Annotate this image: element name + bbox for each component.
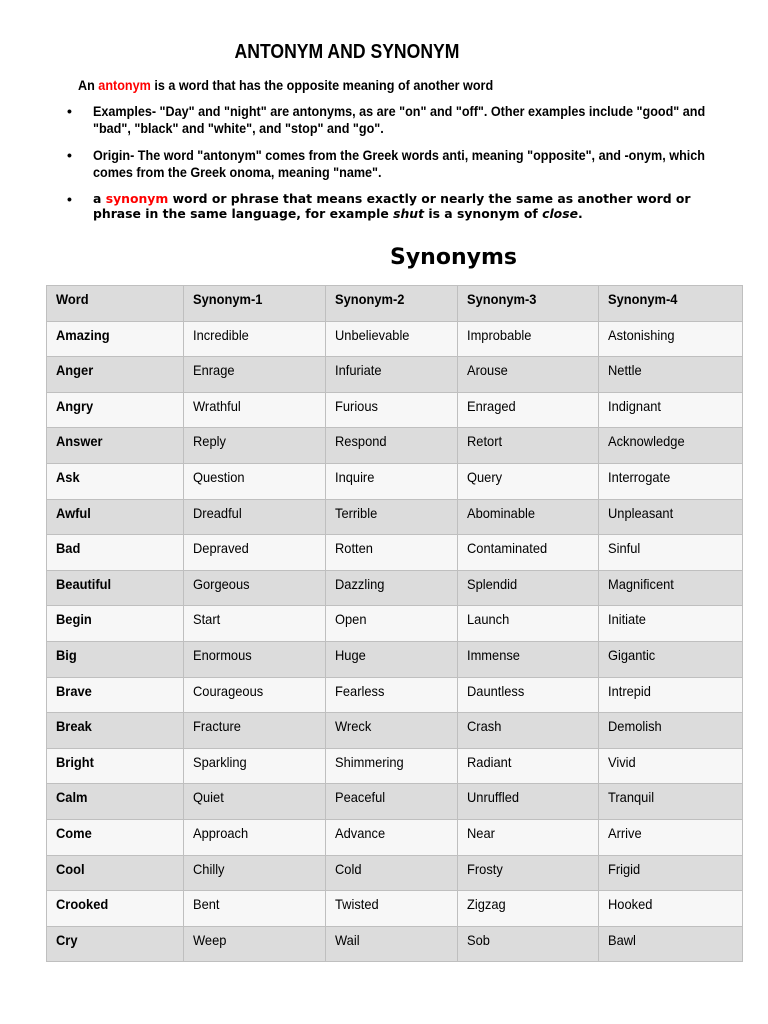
table-row <box>47 641 743 677</box>
bullet-synonym-definition <box>67 191 727 221</box>
cell-text: Arrive <box>608 824 642 841</box>
synonym-cell <box>184 713 326 749</box>
cell-text: Chilly <box>193 860 225 877</box>
cell-text: Magnificent <box>608 575 674 592</box>
cell-text: Calm <box>56 789 88 806</box>
cell-text: Unbelievable <box>335 326 410 343</box>
cell-text: Advance <box>335 824 386 841</box>
cell-text: Abominable <box>467 504 536 521</box>
column-header <box>599 286 743 322</box>
cell-text: Astonishing <box>608 326 675 343</box>
cell-text: Hooked <box>608 896 653 913</box>
cell-text: Vivid <box>608 753 636 770</box>
synonyms-table <box>46 285 743 962</box>
word-cell <box>47 321 184 357</box>
cell-text: Wreck <box>335 718 372 735</box>
cell-text: Weep <box>193 931 227 948</box>
table-row <box>47 677 743 713</box>
bullet-text: Examples- "Day" and "night" are antonyms, as are "on" and "off". Other examples include "good" and "bad", "black" and "white", and "stop" and "go". <box>93 103 706 136</box>
cell-text: Near <box>467 824 495 841</box>
word-cell <box>47 677 184 713</box>
cell-text: Depraved <box>193 540 249 557</box>
synonym-cell <box>326 535 458 571</box>
synonym-cell <box>599 641 743 677</box>
cell-text: Improbable <box>467 326 532 343</box>
cell-text: Begin <box>56 611 92 628</box>
synonym-end: . <box>577 206 583 221</box>
bullet-dot-icon: • <box>67 103 72 119</box>
synonym-cell <box>326 499 458 535</box>
cell-text: Enraged <box>467 397 516 414</box>
synonym-cell <box>599 357 743 393</box>
table-row <box>47 463 743 499</box>
synonym-cell <box>184 321 326 357</box>
synonym-cell <box>326 321 458 357</box>
synonym-cell <box>599 570 743 606</box>
word-cell <box>47 428 184 464</box>
cell-text: Shimmering <box>335 753 404 770</box>
synonym-cell <box>326 926 458 962</box>
synonym-cell <box>326 855 458 891</box>
cell-text: Nettle <box>608 362 642 379</box>
table-row <box>47 784 743 820</box>
cell-text: Incredible <box>193 326 249 343</box>
cell-text: Respond <box>335 433 387 450</box>
bullet-dot-icon: • <box>67 191 72 207</box>
cell-text: Acknowledge <box>608 433 685 450</box>
cell-text: Crash <box>467 718 502 735</box>
synonym-middle2: is a synonym of <box>424 206 543 221</box>
cell-text: Contaminated <box>467 540 548 557</box>
synonym-cell <box>184 606 326 642</box>
synonym-cell <box>458 677 599 713</box>
cell-text: Fearless <box>335 682 385 699</box>
synonym-cell <box>184 357 326 393</box>
word-cell <box>47 463 184 499</box>
cell-text: Dauntless <box>467 682 525 699</box>
cell-text: Beautiful <box>56 575 112 592</box>
definition-suffix: is a word that has the opposite meaning of another word <box>150 77 494 93</box>
synonym-cell <box>458 641 599 677</box>
synonym-cell <box>184 855 326 891</box>
antonym-term: antonym <box>98 77 151 93</box>
cell-text: Open <box>335 611 367 628</box>
cell-text: Infuriate <box>335 362 382 379</box>
table-row <box>47 891 743 927</box>
cell-text: Terrible <box>335 504 378 521</box>
synonym-cell <box>599 535 743 571</box>
synonym-cell <box>184 677 326 713</box>
synonym-cell <box>599 891 743 927</box>
cell-text: Break <box>56 718 92 735</box>
synonym-cell <box>184 392 326 428</box>
table-row <box>47 606 743 642</box>
cell-text: Unruffled <box>467 789 520 806</box>
cell-text: Wail <box>335 931 360 948</box>
synonym-cell <box>599 499 743 535</box>
cell-text: Cold <box>335 860 362 877</box>
cell-text: Gigantic <box>608 646 656 663</box>
cell-text: Initiate <box>608 611 646 628</box>
definition-prefix: An <box>78 77 99 93</box>
synonym-cell <box>458 535 599 571</box>
synonym-cell <box>458 570 599 606</box>
table-row <box>47 321 743 357</box>
bullet-text: Origin- The word "antonym" comes from the Greek words anti, meaning "opposite", and -onym, which comes from the Greek onoma, meaning "name". <box>93 147 705 180</box>
cell-text: Approach <box>193 824 249 841</box>
cell-text: Wrathful <box>193 397 241 414</box>
synonym-cell <box>184 499 326 535</box>
word-cell <box>47 713 184 749</box>
cell-text: Immense <box>467 646 520 663</box>
cell-text: Courageous <box>193 682 264 699</box>
column-header <box>184 286 326 322</box>
synonym-cell <box>326 641 458 677</box>
table-row <box>47 428 743 464</box>
cell-text: Rotten <box>335 540 373 557</box>
bullet-text <box>93 191 733 221</box>
header-synonym-1: Synonym-1 <box>193 291 263 307</box>
synonym-cell <box>458 357 599 393</box>
synonym-cell <box>326 428 458 464</box>
table-row <box>47 499 743 535</box>
cell-text: Bawl <box>608 931 636 948</box>
cell-text: Enrage <box>193 362 235 379</box>
cell-text: Peaceful <box>335 789 386 806</box>
table-row <box>47 819 743 855</box>
cell-text: Start <box>193 611 221 628</box>
column-header <box>47 286 184 322</box>
synonym-cell <box>184 748 326 784</box>
synonym-cell <box>184 926 326 962</box>
cell-text: Dreadful <box>193 504 242 521</box>
synonym-cell <box>184 819 326 855</box>
synonym-cell <box>458 891 599 927</box>
synonym-cell <box>599 713 743 749</box>
cell-text: Demolish <box>608 718 662 735</box>
word-cell <box>47 819 184 855</box>
synonym-cell <box>458 499 599 535</box>
example-word-shut: shut <box>393 206 425 221</box>
synonyms-heading: Synonyms <box>390 245 517 270</box>
bullet-origin <box>67 147 727 181</box>
synonym-cell <box>599 748 743 784</box>
table-row <box>47 570 743 606</box>
cell-text: Quiet <box>193 789 224 806</box>
cell-text: Frigid <box>608 860 641 877</box>
cell-text: Interrogate <box>608 468 671 485</box>
synonym-cell <box>326 463 458 499</box>
synonym-cell <box>184 570 326 606</box>
synonym-cell <box>458 321 599 357</box>
synonym-cell <box>599 606 743 642</box>
antonym-definition <box>78 77 663 94</box>
synonym-cell <box>326 677 458 713</box>
cell-text: Launch <box>467 611 510 628</box>
page-title: ANTONYM AND SYNONYM <box>234 41 460 63</box>
cell-text: Bright <box>56 753 94 770</box>
synonym-cell <box>458 926 599 962</box>
synonym-middle: word or phrase that means exactly or nearly the same as another word or phrase in the same language, for example <box>93 191 691 221</box>
cell-text: Crooked <box>56 896 109 913</box>
cell-text: Big <box>56 646 77 663</box>
word-cell <box>47 606 184 642</box>
synonym-cell <box>326 748 458 784</box>
synonym-cell <box>326 784 458 820</box>
word-cell <box>47 535 184 571</box>
cell-text: Twisted <box>335 896 379 913</box>
synonym-cell <box>184 428 326 464</box>
synonym-cell <box>326 606 458 642</box>
bullet-list <box>67 103 727 231</box>
synonym-cell <box>184 463 326 499</box>
column-header <box>458 286 599 322</box>
synonym-cell <box>599 677 743 713</box>
column-header <box>326 286 458 322</box>
cell-text: Query <box>467 468 503 485</box>
cell-text: Awful <box>56 504 91 521</box>
table-row <box>47 392 743 428</box>
cell-text: Sparkling <box>193 753 247 770</box>
synonym-cell <box>458 606 599 642</box>
header-synonym-4: Synonym-4 <box>608 291 678 307</box>
cell-text: Retort <box>467 433 503 450</box>
cell-text: Enormous <box>193 646 252 663</box>
table-row <box>47 357 743 393</box>
cell-text: Frosty <box>467 860 503 877</box>
synonym-cell <box>458 713 599 749</box>
cell-text: Angry <box>56 397 94 414</box>
synonym-term: synonym <box>105 191 169 206</box>
cell-text: Answer <box>56 433 103 450</box>
synonym-cell <box>184 535 326 571</box>
cell-text: Arouse <box>467 362 508 379</box>
cell-text: Cool <box>56 860 85 877</box>
word-cell <box>47 748 184 784</box>
word-cell <box>47 926 184 962</box>
table-row <box>47 855 743 891</box>
cell-text: Amazing <box>56 326 110 343</box>
cell-text: Sinful <box>608 540 641 557</box>
cell-text: Zigzag <box>467 896 506 913</box>
synonym-cell <box>599 428 743 464</box>
cell-text: Sob <box>467 931 490 948</box>
table-row <box>47 926 743 962</box>
cell-text: Fracture <box>193 718 241 735</box>
synonym-cell <box>184 784 326 820</box>
synonym-cell <box>458 784 599 820</box>
cell-text: Ask <box>56 468 80 485</box>
example-word-close: close <box>542 206 578 221</box>
synonym-cell <box>599 321 743 357</box>
synonym-cell <box>458 463 599 499</box>
synonym-cell <box>458 855 599 891</box>
synonym-cell <box>599 463 743 499</box>
cell-text: Anger <box>56 362 94 379</box>
table-header-row <box>47 286 743 322</box>
cell-text: Dazzling <box>335 575 385 592</box>
synonym-cell <box>326 819 458 855</box>
header-synonym-3: Synonym-3 <box>467 291 537 307</box>
table-row <box>47 535 743 571</box>
cell-text: Bad <box>56 540 81 557</box>
bullet-examples <box>67 103 727 137</box>
header-word: Word <box>56 291 89 307</box>
synonym-cell <box>184 891 326 927</box>
cell-text: Reply <box>193 433 226 450</box>
cell-text: Bent <box>193 896 220 913</box>
synonyms-table-body <box>47 286 743 962</box>
cell-text: Furious <box>335 397 378 414</box>
synonym-cell <box>326 891 458 927</box>
synonym-cell <box>599 819 743 855</box>
word-cell <box>47 392 184 428</box>
synonym-cell <box>458 392 599 428</box>
cell-text: Radiant <box>467 753 512 770</box>
synonym-cell <box>599 855 743 891</box>
bullet-dot-icon: • <box>67 147 72 163</box>
word-cell <box>47 641 184 677</box>
word-cell <box>47 891 184 927</box>
cell-text: Indignant <box>608 397 662 414</box>
table-row <box>47 748 743 784</box>
synonym-cell <box>458 819 599 855</box>
cell-text: Unpleasant <box>608 504 674 521</box>
cell-text: Question <box>193 468 245 485</box>
word-cell <box>47 499 184 535</box>
cell-text: Brave <box>56 682 92 699</box>
synonym-cell <box>458 428 599 464</box>
synonym-cell <box>326 392 458 428</box>
synonym-prefix: a <box>93 191 106 206</box>
synonym-cell <box>599 392 743 428</box>
cell-text: Cry <box>56 931 78 948</box>
table-row <box>47 713 743 749</box>
synonym-cell <box>458 748 599 784</box>
word-cell <box>47 570 184 606</box>
synonym-cell <box>326 357 458 393</box>
synonym-cell <box>184 641 326 677</box>
cell-text: Gorgeous <box>193 575 250 592</box>
word-cell <box>47 784 184 820</box>
synonym-cell <box>326 713 458 749</box>
word-cell <box>47 855 184 891</box>
word-cell <box>47 357 184 393</box>
synonym-cell <box>599 784 743 820</box>
cell-text: Splendid <box>467 575 518 592</box>
cell-text: Intrepid <box>608 682 651 699</box>
cell-text: Inquire <box>335 468 375 485</box>
header-synonym-2: Synonym-2 <box>335 291 405 307</box>
cell-text: Come <box>56 824 92 841</box>
synonym-cell <box>326 570 458 606</box>
synonym-cell <box>599 926 743 962</box>
cell-text: Huge <box>335 646 366 663</box>
cell-text: Tranquil <box>608 789 655 806</box>
